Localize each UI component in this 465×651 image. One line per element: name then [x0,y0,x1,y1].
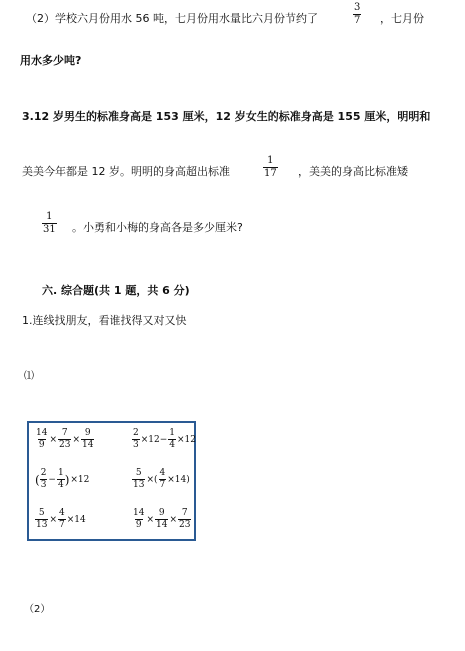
q3-line2b: ，美美的身高比标准矮 [298,165,408,178]
expression-right-2[interactable]: $\frac{5}{13}$ ×( $\frac{4}{7}$ ×14) [133,468,190,490]
expression-left-2[interactable]: ( $\frac{2}{3}$ − $\frac{1}{4}$ ) ×12 [35,468,90,490]
q2-fraction [353,3,361,26]
q3-fraction1: $\frac{1}{17}$ [264,155,277,179]
section6-q1: 1.连线找朋友，看谁找得又对又快 [22,314,187,327]
q2-text-part2: ，七月份 [380,12,424,25]
q2-frac-den: 7 [354,15,361,26]
expression-right-3[interactable]: $\frac{14}{9}$ × $\frac{9}{14}$ × $\frac{7}{23}$ [133,508,191,530]
expression-right-1[interactable]: $\frac{2}{3}$ ×12− $\frac{1}{4}$ ×12 [133,428,197,450]
matching-box [27,421,196,541]
q2-frac-num: 3 [354,2,361,13]
q2-text-part1: （2）学校六月份用水 56 吨，七月份用水量比六月份节约了 [26,12,318,25]
q3-line1: 3.12 岁男生的标准身高是 153 厘米，12 岁女生的标准身高是 155 厘米，明明和 [22,110,431,123]
section6-title: 六. 综合题(共 1 题，共 6 分) [42,284,190,297]
section6-sub2: （2） [24,604,51,615]
expression-left-3[interactable]: $\frac{5}{13}$ × $\frac{4}{7}$ ×14 [36,508,86,530]
q3-line2a: 美美今年都是 12 岁。明明的身高超出标准 [22,165,230,178]
q2-line2: 用水多少吨? [20,54,82,67]
q3-fraction2: $\frac{1}{31}$ [43,211,56,235]
expression-left-1[interactable]: $\frac{14}{9}$ × $\frac{7}{23}$ × $\frac{9}{14}$ [36,428,94,450]
section6-sub1: ⑴ [24,371,34,382]
q2-line1 [26,10,318,26]
q3-line3: 。小勇和小梅的身高各是多少厘米? [72,221,243,234]
